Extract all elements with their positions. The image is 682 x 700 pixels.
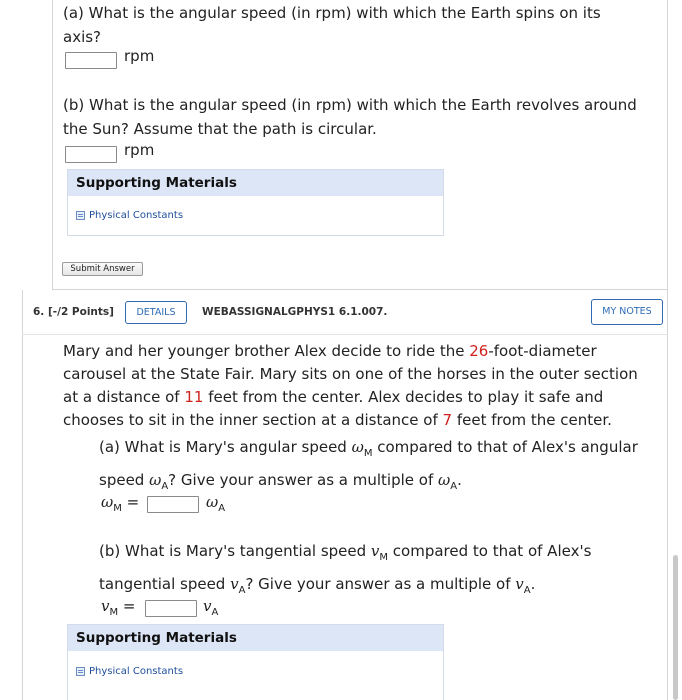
document-icon (76, 667, 85, 676)
omega-symbol: ω (351, 438, 364, 456)
q5-part-b-question (63, 93, 637, 141)
q6-physical-constants-link[interactable] (76, 666, 183, 677)
q6-part-b-line1 (99, 538, 591, 571)
q5-part-a-question (63, 1, 601, 49)
q5-part-b-line1: (b) What is the angular speed (in rpm) with which the Earth revolves around (63, 96, 637, 114)
subscript-a: A (218, 503, 226, 514)
q6-problem-text (63, 340, 638, 432)
v-symbol: v (370, 542, 380, 560)
question-5-border-left (52, 0, 53, 290)
omega-symbol: ω (149, 471, 162, 489)
q6-part-b-question (99, 538, 591, 604)
q6-supporting-materials-panel (67, 624, 444, 700)
q6-part-b-line2-a: tangential speed (99, 575, 231, 593)
q6-part-a-question (99, 434, 638, 500)
v-symbol: v (101, 597, 110, 615)
q6-part-b-rhs (203, 597, 218, 618)
subscript-a: A (238, 585, 246, 596)
q6-part-a-line1-a: (a) What is Mary's angular speed (99, 438, 352, 456)
v-symbol: v (515, 575, 524, 593)
q5-part-a-unit: rpm (124, 47, 155, 65)
equals-sign: = (122, 597, 136, 615)
omega-symbol: ω (206, 493, 219, 511)
question-6-code: WEBASSIGNALGPHYS1 6.1.007. (202, 306, 388, 318)
q6-physical-constants-label[interactable]: Physical Constants (89, 666, 184, 677)
q5-physical-constants-label[interactable]: Physical Constants (89, 210, 184, 221)
q5-supporting-materials-panel (67, 169, 444, 236)
q6-part-a-line1-b: compared to that of Alex's angular (372, 438, 638, 456)
question-5-border-right (667, 0, 668, 290)
q5-part-a-line1: (a) What is the angular speed (in rpm) with which the Earth spins on its (63, 4, 601, 22)
question-6-header-divider (22, 334, 668, 335)
q6-body-line3 (63, 386, 638, 409)
question-6-number: 6. (33, 306, 45, 318)
q6-part-b-answer-input[interactable] (145, 600, 197, 617)
q5-part-b-answer-input[interactable] (65, 146, 117, 163)
my-notes-button[interactable]: MY NOTES (591, 299, 663, 325)
q6-part-b-line1-b: compared to that of Alex's (388, 542, 592, 560)
q6-body-line1 (63, 340, 638, 363)
q6-diameter-value: 26 (469, 342, 489, 360)
q6-body-line2: carousel at the State Fair. Mary sits on one of the horses in the outer section (63, 365, 638, 383)
q6-part-a-rhs (206, 493, 225, 514)
q6-part-b-line2-b: ? Give your answer as a multiple of (245, 575, 516, 593)
q6-part-a-line2-a: speed (99, 471, 150, 489)
q6-part-a-answer-input[interactable] (147, 496, 199, 513)
q6-supporting-materials-title: Supporting Materials (68, 625, 443, 651)
q6-body-line4-b: feet from the center. (452, 411, 612, 429)
equals-sign: = (126, 493, 140, 511)
q5-part-b-unit: rpm (124, 141, 155, 159)
q6-body-line3-b: feet from the center. Alex decides to play it safe and (203, 388, 604, 406)
subscript-a: A (211, 607, 219, 618)
q6-part-a-line2-b: ? Give your answer as a multiple of (168, 471, 438, 489)
subscript-m: M (109, 607, 119, 618)
q6-mary-distance-value: 11 (184, 388, 204, 406)
q6-part-a-lhs (101, 493, 139, 514)
q6-body-line4 (63, 409, 638, 432)
subscript-a: A (523, 585, 531, 596)
q5-part-a-answer-input[interactable] (65, 52, 117, 69)
q6-alex-distance-value: 7 (442, 411, 453, 429)
q6-body-line3-a: at a distance of (63, 388, 185, 406)
q6-part-a-line1 (99, 434, 638, 467)
q6-part-b-lhs (101, 597, 135, 618)
omega-symbol: ω (101, 493, 114, 511)
omega-symbol: ω (438, 471, 451, 489)
submit-answer-button[interactable]: Submit Answer (62, 262, 143, 276)
subscript-a: A (161, 481, 169, 492)
q5-supporting-materials-title: Supporting Materials (68, 170, 443, 196)
question-6-number-points (33, 306, 114, 318)
v-symbol: v (203, 597, 212, 615)
q5-physical-constants-link[interactable] (76, 210, 183, 221)
q6-body-line1-b: -foot-diameter (488, 342, 597, 360)
vertical-scrollbar[interactable] (673, 555, 678, 700)
q6-part-a-period: . (457, 471, 462, 489)
subscript-m: M (363, 448, 373, 459)
document-icon (76, 211, 85, 220)
q6-body-line1-a: Mary and her younger brother Alex decide to ride the (63, 342, 470, 360)
subscript-a: A (450, 481, 458, 492)
question-6-points: [-/2 Points] (47, 306, 114, 318)
v-symbol: v (230, 575, 239, 593)
q5-part-b-line2: the Sun? Assume that the path is circular. (63, 120, 377, 138)
q6-part-b-period: . (530, 575, 536, 593)
details-button[interactable]: DETAILS (125, 301, 187, 324)
q6-part-b-line1-a: (b) What is Mary's tangential speed (99, 542, 371, 560)
q6-body-line4-a: chooses to sit in the inner section at a distance of (63, 411, 443, 429)
subscript-m: M (379, 552, 389, 563)
subscript-m: M (113, 503, 122, 514)
q5-part-a-line2: axis? (63, 28, 102, 46)
